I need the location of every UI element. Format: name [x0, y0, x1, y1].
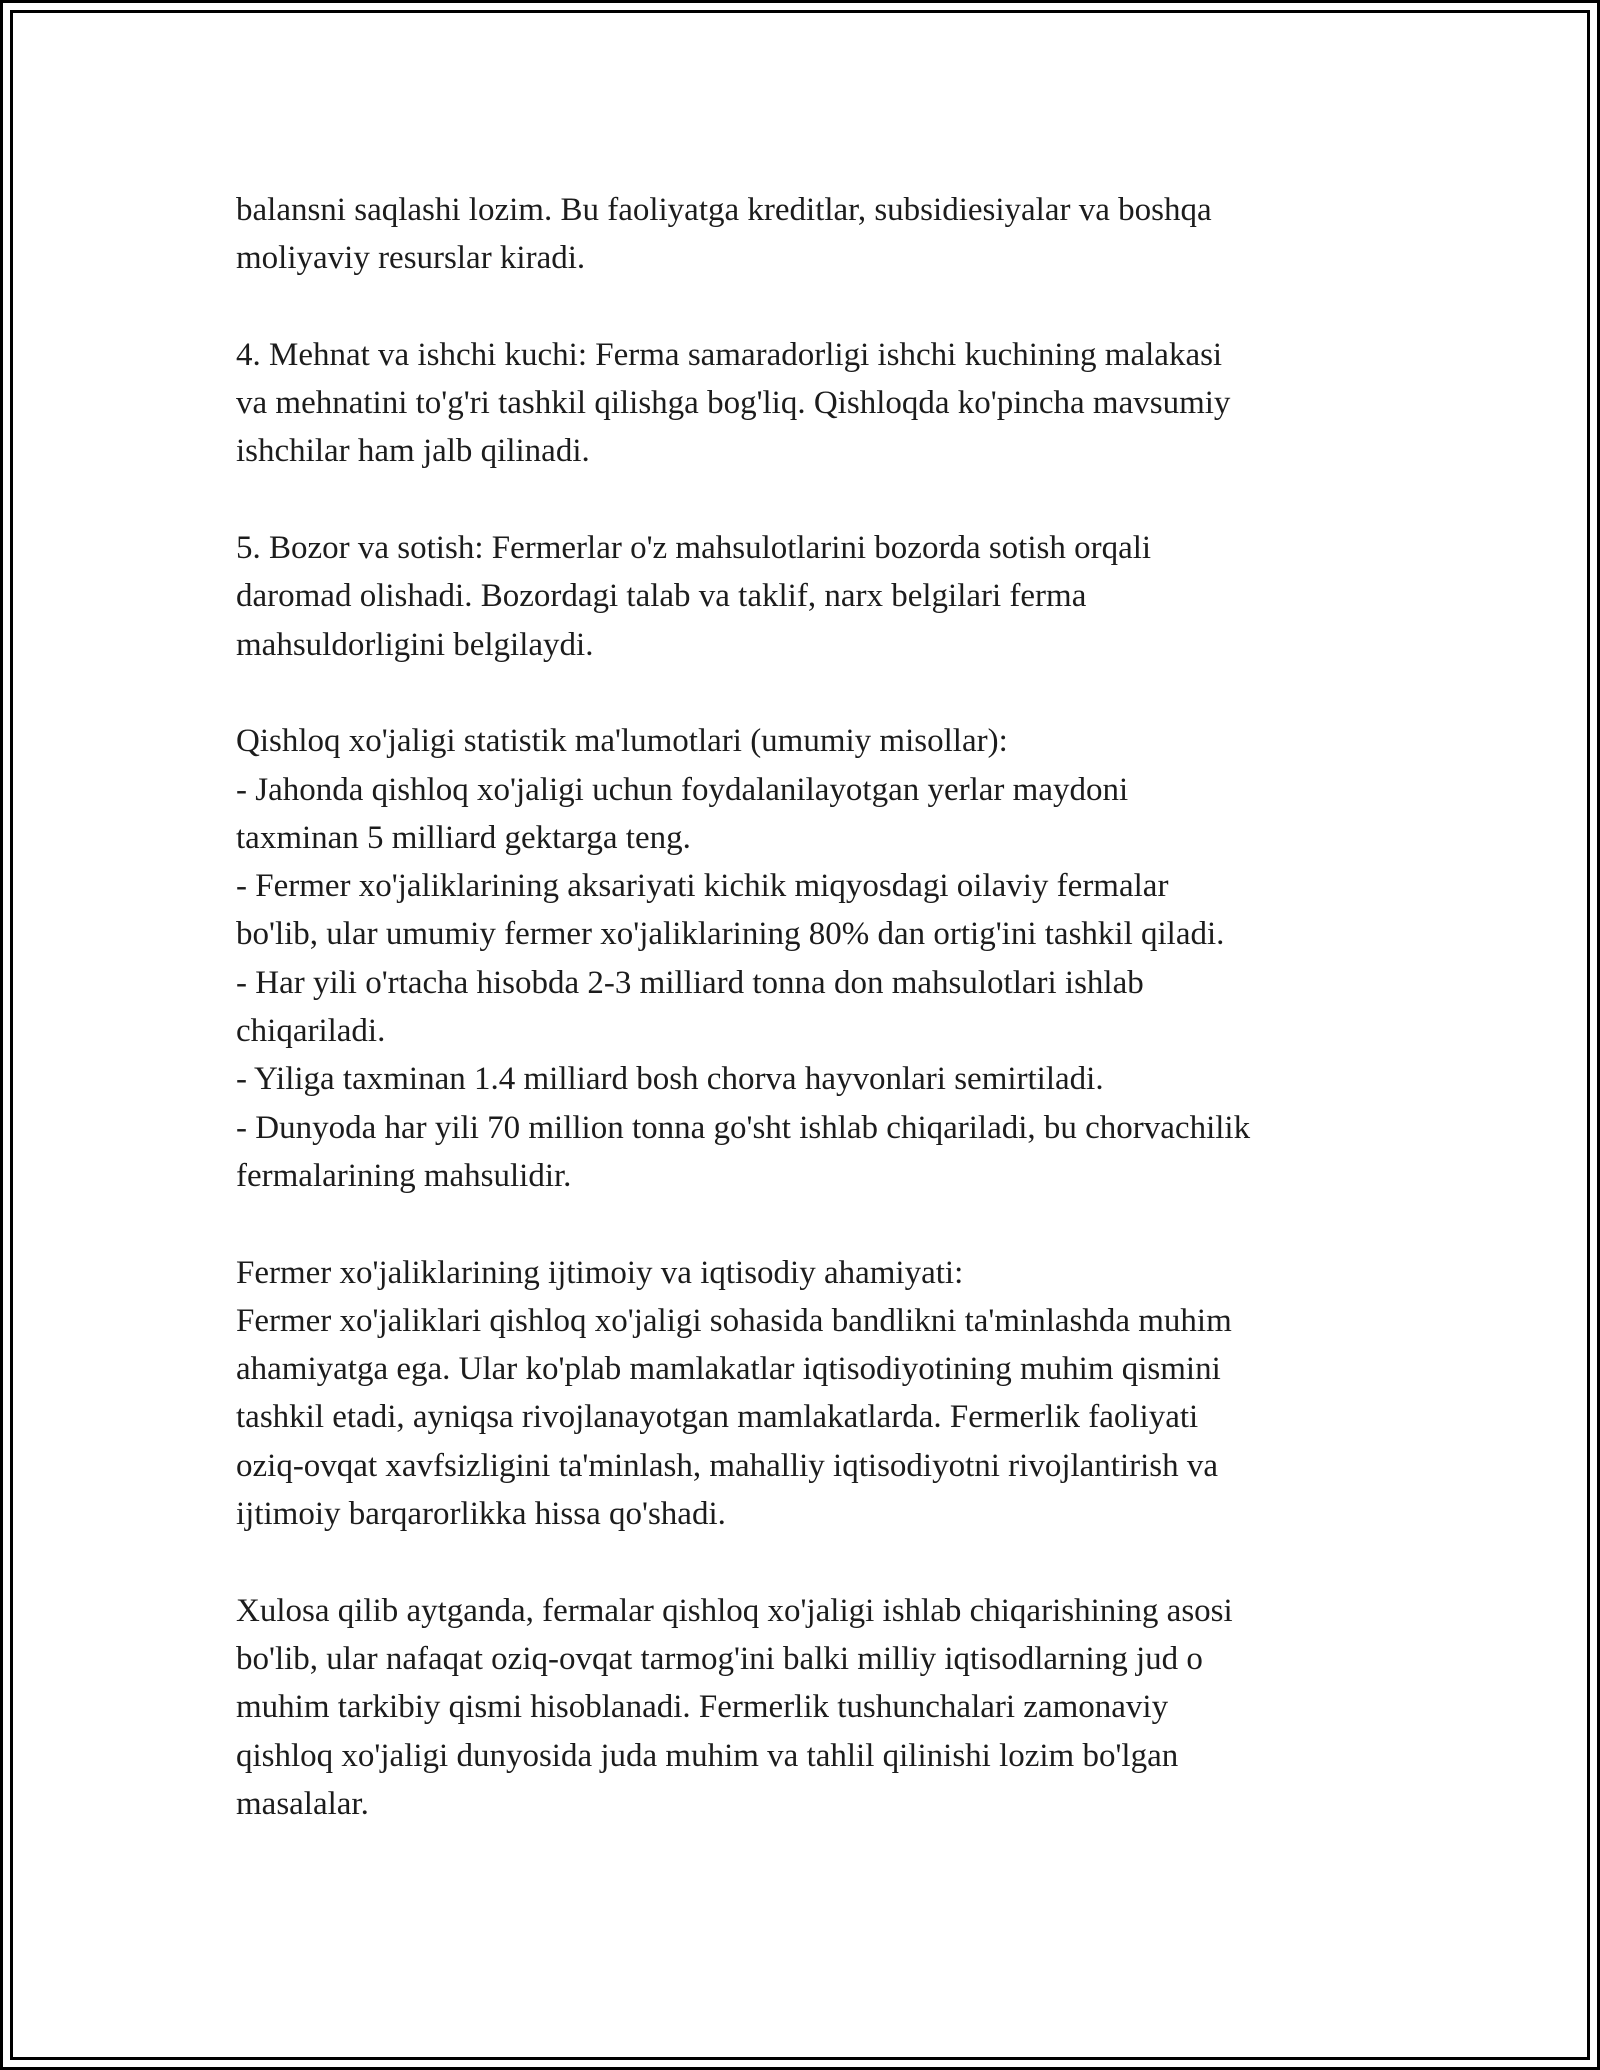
text-line: bo'lib, ular umumiy fermer xo'jaliklarining 80% dan ortig'ini tashkil qiladi.: [236, 916, 1225, 953]
text-line: - Dunyoda har yili 70 million tonna go'sht ishlab chiqariladi, bu chorvachilik: [236, 1109, 1251, 1146]
text-line: fermalarining mahsulidir.: [236, 1157, 572, 1194]
text-line: ijtimoiy barqarorlikka hissa qo'shadi.: [236, 1496, 726, 1533]
text-line: va mehnatini to'g'ri tashkil qilishga bog'liq. Qishloqda ko'pincha mavsumiy: [236, 385, 1231, 422]
paragraph-financial-continuation: [236, 186, 1396, 283]
paragraph-statistics: [236, 717, 1396, 1200]
text-line: bo'lib, ular nafaqat oziq-ovqat tarmog'ini balki milliy iqtisodlarning jud o: [236, 1640, 1203, 1677]
paragraph-social-economic: [236, 1249, 1396, 1539]
text-line: - Yiliga taxminan 1.4 milliard bosh chorva hayvonlari semirtiladi.: [236, 1061, 1104, 1098]
text-line: moliyaviy resurslar kiradi.: [236, 240, 586, 277]
text-line: qishloq xo'jaligi dunyosida juda muhim va tahlil qilinishi lozim bo'lgan: [236, 1737, 1179, 1774]
text-line: ahamiyatga ega. Ular ko'plab mamlakatlar iqtisodiyotining muhim qismini: [236, 1351, 1221, 1388]
text-line: Xulosa qilib aytganda, fermalar qishloq xo'jaligi ishlab chiqarishining asosi: [236, 1592, 1233, 1629]
text-line: Qishloq xo'jaligi statistik ma'lumotlari (umumiy misollar):: [236, 723, 1008, 760]
text-line: tashkil etadi, ayniqsa rivojlanayotgan mamlakatlarda. Fermerlik faoliyati: [236, 1399, 1199, 1436]
text-line: muhim tarkibiy qismi hisoblanadi. Fermerlik tushunchalari zamonaviy: [236, 1689, 1169, 1726]
text-line: 4. Mehnat va ishchi kuchi: Ferma samaradorligi ishchi kuchining malakasi: [236, 336, 1223, 373]
text-line: balansni saqlashi lozim. Bu faoliyatga kreditlar, subsidiesiyalar va boshqa: [236, 192, 1212, 228]
paragraph-conclusion: [236, 1587, 1396, 1828]
text-line: Fermer xo'jaliklarining ijtimoiy va iqtisodiy ahamiyati:: [236, 1254, 964, 1291]
text-line: daromad olishadi. Bozordagi talab va taklif, narx belgilari ferma: [236, 578, 1087, 615]
paragraph-labor: [236, 331, 1396, 476]
document-body: [236, 186, 1396, 1828]
paragraph-market: [236, 524, 1396, 669]
text-line: - Jahonda qishloq xo'jaligi uchun foydalanilayotgan yerlar maydoni: [236, 771, 1129, 808]
text-line: Fermer xo'jaliklari qishloq xo'jaligi sohasida bandlikni ta'minlashda muhim: [236, 1302, 1232, 1339]
text-line: chiqariladi.: [236, 1013, 386, 1050]
text-line: masalalar.: [236, 1785, 369, 1822]
text-line: taxminan 5 milliard gektarga teng.: [236, 819, 691, 856]
text-line: ishchilar ham jalb qilinadi.: [236, 433, 590, 470]
text-line: - Har yili o'rtacha hisobda 2-3 milliard tonna don mahsulotlari ishlab: [236, 964, 1144, 1001]
text-line: mahsuldorligini belgilaydi.: [236, 626, 594, 663]
text-line: 5. Bozor va sotish: Fermerlar o'z mahsulotlarini bozorda sotish orqali: [236, 530, 1152, 567]
text-line: - Fermer xo'jaliklarining aksariyati kichik miqyosdagi oilaviy fermalar: [236, 868, 1169, 905]
text-line: oziq-ovqat xavfsizligini ta'minlash, mahalliy iqtisodiyotni rivojlantirish va: [236, 1447, 1219, 1484]
